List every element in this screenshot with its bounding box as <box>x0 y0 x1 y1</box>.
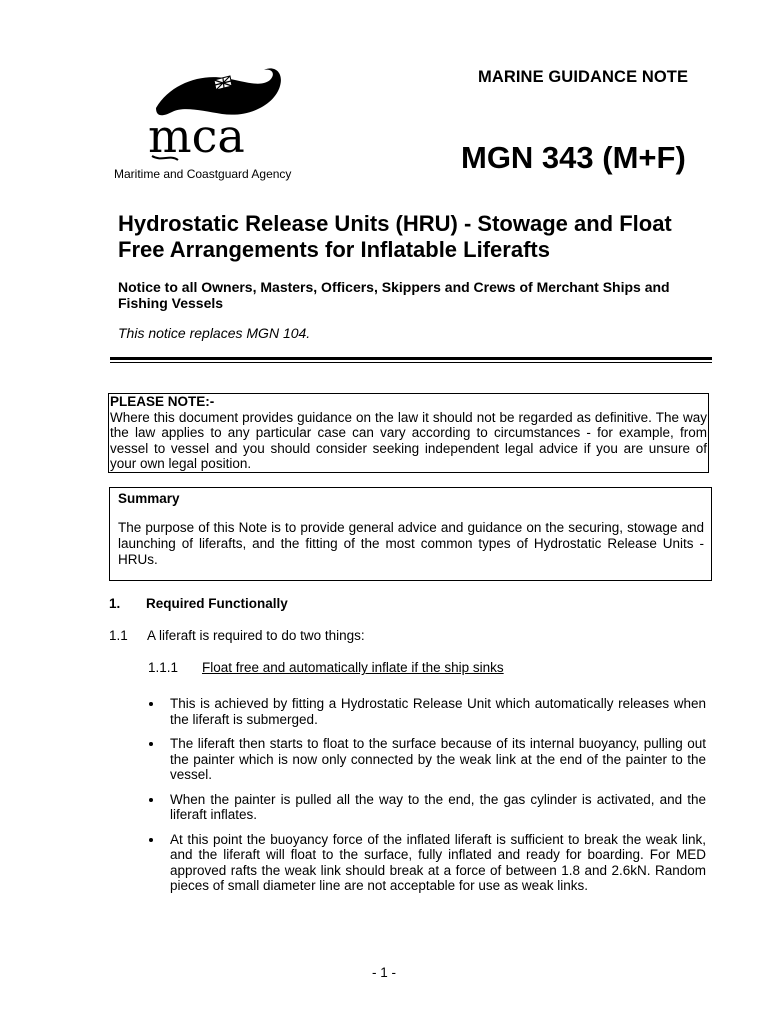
subsection-number: 1.1.1 <box>148 660 179 675</box>
summary-text: The purpose of this Note is to provide general advice and guidance on the securing, stowage and launching of liferafts, and the fitting of the most common types of Hydrostatic Release Units - HRUs. <box>118 520 704 567</box>
notice-audience: Notice to all Owners, Masters, Officers, Skippers and Crews of Merchant Ships and Fishing Vessels <box>118 279 670 311</box>
section-title: Required Functionally <box>146 596 288 611</box>
paragraph-text: A liferaft is required to do two things: <box>147 628 365 643</box>
mca-logo <box>112 66 332 184</box>
list-item: The liferaft then starts to float to the surface because of its internal buoyancy, pulling out the painter which is now only connected by the weak link at the end of the painter to the vessel. <box>146 736 706 783</box>
replaces-note: This notice replaces MGN 104. <box>118 325 311 341</box>
please-note-text: Where this document provides guidance on the law it should not be regarded as definitive. The way the law applies to any particular case can vary according to circumstances - for example, from vessel to vessel and you should consider seeking independent legal advice if you are unsure of your own legal position. <box>110 409 707 471</box>
title-line-1: Hydrostatic Release Units (HRU) - Stowage and Float <box>118 211 672 236</box>
list-item: At this point the buoyancy force of the inflated liferaft is sufficient to break the weak link, and the liferaft will float to the surface, fully inflated and ready for boarding. For MED approved rafts the weak link should break at a force of between 1.8 and 2.6kN. Random pieces of small diameter line are not acceptable for use as weak links. <box>146 832 706 894</box>
document-title <box>118 211 718 263</box>
paragraph-number: 1.1 <box>109 628 128 643</box>
bullet-list <box>146 696 706 894</box>
list-item: This is achieved by fitting a Hydrostatic Release Unit which automatically releases when the liferaft is submerged. <box>146 696 706 727</box>
document-number: MGN 343 (M+F) <box>461 140 686 175</box>
subsection-title: Float free and automatically inflate if the ship sinks <box>202 660 504 675</box>
document-type: MARINE GUIDANCE NOTE <box>478 68 689 86</box>
list-item: When the painter is pulled all the way to the end, the gas cylinder is activated, and the liferaft inflates. <box>146 792 706 823</box>
logo-wordmark: mca <box>148 109 245 163</box>
please-note-heading: PLEASE NOTE:- <box>110 394 215 409</box>
title-line-2: Free Arrangements for Inflatable Liferafts <box>118 237 550 262</box>
summary-heading: Summary <box>118 491 180 506</box>
page-number: - 1 - <box>371 965 396 980</box>
divider-rule <box>110 357 712 360</box>
summary-box <box>109 487 712 581</box>
logo-tagline: Maritime and Coastguard Agency <box>114 167 292 181</box>
please-note-box <box>108 393 709 473</box>
section-number: 1. <box>109 596 121 611</box>
divider-rule <box>110 362 712 363</box>
